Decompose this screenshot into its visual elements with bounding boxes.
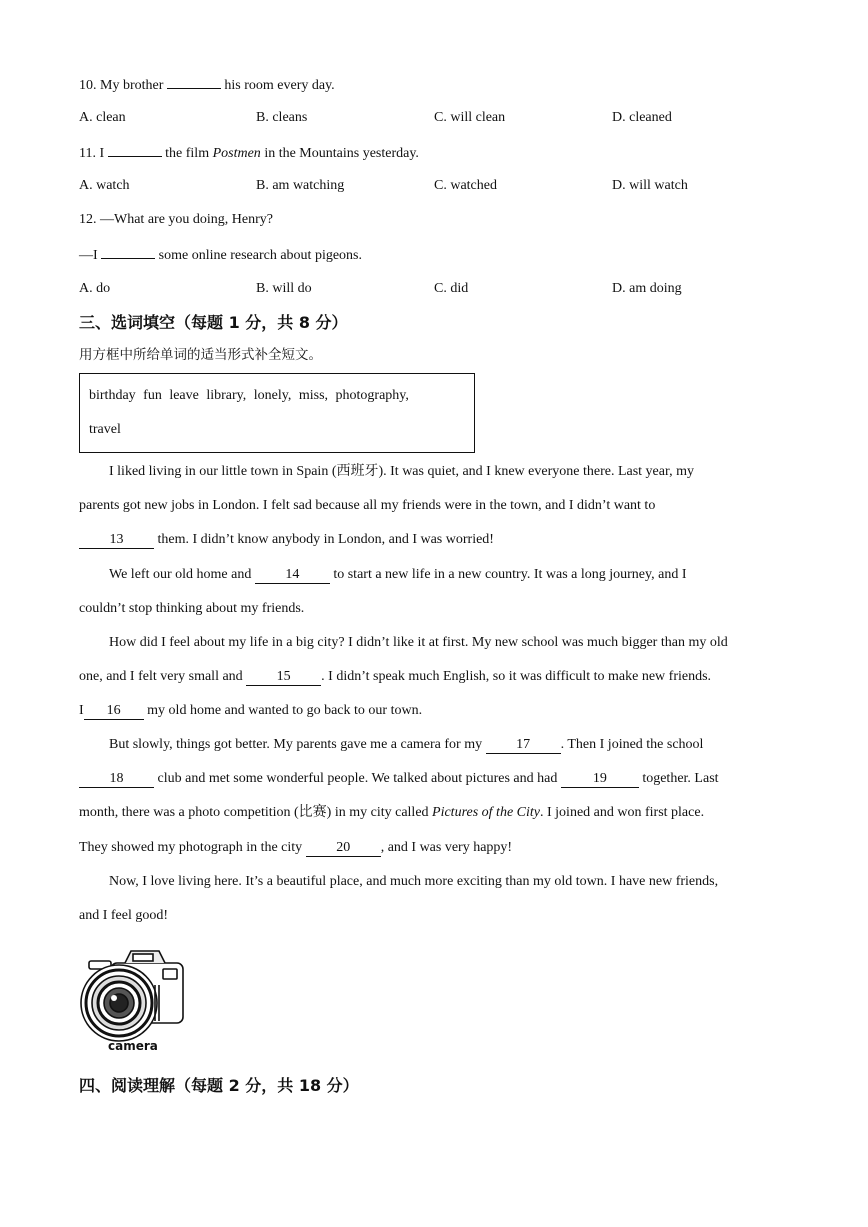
q12-option-c[interactable]: C. did [434, 281, 469, 296]
passage-text: . I didn’t speak much English, so it was difficult to make new friends. [321, 669, 712, 684]
passage-line [79, 565, 686, 585]
passage-line: I liked living in our little town in Spain (西班牙). It was quiet, and I knew everyone there. Last year, my [109, 464, 694, 479]
q10-option-b[interactable]: B. cleans [256, 110, 308, 125]
passage-line [79, 667, 711, 687]
passage-text: . Then I joined the school [560, 737, 704, 752]
camera-caption: camera [108, 1039, 158, 1053]
passage-text: club and met some wonderful people. We talked about pictures and had [157, 771, 558, 786]
passage-line: How did I feel about my life in a big city? I didn’t like it at first. My new school was much bigger than my old [109, 635, 728, 650]
passage-text: . I joined and won first place. [540, 805, 705, 820]
passage-text: We left our old home and [109, 567, 252, 582]
passage-line [79, 803, 704, 823]
passage-text: They showed my photograph in the city [79, 840, 303, 855]
competition-title: Pictures of the City [432, 805, 540, 820]
passage-line: Now, I love living here. It’s a beautiful place, and much more exciting than my old town. I have new friends, [109, 874, 719, 889]
blank-19[interactable]: 19 [561, 771, 639, 788]
passage-line: couldn’t stop thinking about my friends. [79, 601, 305, 616]
q12-text-pre: —I [79, 248, 98, 263]
q10-option-d[interactable]: D. cleaned [612, 110, 672, 125]
section-3-instruction: 用方框中所给单词的适当形式补全短文。 [79, 347, 322, 363]
q12-blank[interactable] [101, 244, 155, 259]
word-box-line2: travel [89, 422, 121, 437]
passage-text: But slowly, things got better. My parents gave me a camera for my [109, 737, 483, 752]
passage-text: to start a new life in a new country. It was a long journey, and I [333, 567, 687, 582]
q11-option-c[interactable]: C. watched [434, 178, 497, 193]
question-10 [79, 74, 335, 96]
q12-option-b[interactable]: B. will do [256, 281, 312, 296]
q12-text-post: some online research about pigeons. [158, 248, 362, 263]
q11-text-post: in the Mountains yesterday. [264, 146, 419, 161]
passage-line: and I feel good! [79, 908, 169, 923]
passage-line [79, 769, 719, 789]
blank-20[interactable]: 20 [306, 840, 381, 857]
q11-text-mid: the film [165, 146, 210, 161]
blank-17[interactable]: 17 [486, 737, 561, 754]
passage-text: my old home and wanted to go back to our town. [147, 703, 423, 718]
q12-option-d[interactable]: D. am doing [612, 281, 682, 296]
blank-15[interactable]: 15 [246, 669, 321, 686]
blank-16[interactable]: 16 [84, 703, 144, 720]
word-box-line1: birthday fun leave library, lonely, miss, photography, [89, 388, 409, 403]
q10-blank[interactable] [167, 74, 221, 89]
question-11 [79, 142, 419, 164]
passage-line [79, 530, 494, 550]
passage-text: I [79, 703, 84, 718]
q12-option-a[interactable]: A. do [79, 281, 111, 296]
blank-18[interactable]: 18 [79, 771, 154, 788]
passage-line [79, 701, 422, 721]
question-12-line2 [79, 244, 362, 266]
passage-line [79, 838, 512, 858]
passage-line [79, 735, 703, 755]
passage-text: , and I was very happy! [380, 840, 513, 855]
q10-text-pre: 10. My brother [79, 78, 164, 93]
passage-text: together. Last [642, 771, 719, 786]
question-12-line1: 12. —What are you doing, Henry? [79, 212, 273, 227]
q11-option-d[interactable]: D. will watch [612, 178, 688, 193]
blank-14[interactable]: 14 [255, 567, 330, 584]
q11-option-a[interactable]: A. watch [79, 178, 130, 193]
section-3-heading: 三、选词填空（每题 1 分，共 8 分） [79, 313, 348, 332]
q11-option-b[interactable]: B. am watching [256, 178, 345, 193]
passage-text: them. I didn’t know anybody in London, and I was worried! [157, 532, 494, 547]
q11-text-pre: 11. I [79, 146, 105, 161]
word-box [79, 373, 475, 453]
passage-text: one, and I felt very small and [79, 669, 243, 684]
q10-text-post: his room every day. [224, 78, 335, 93]
passage-text: month, there was a photo competition (比赛) in my city called [79, 805, 429, 820]
passage-line: parents got new jobs in London. I felt sad because all my friends were in the town, and I didn’t want to [79, 498, 656, 513]
q10-option-a[interactable]: A. clean [79, 110, 126, 125]
q11-film-title: Postmen [212, 146, 261, 161]
section-4-heading: 四、阅读理解（每题 2 分，共 18 分） [79, 1076, 359, 1095]
blank-13[interactable]: 13 [79, 532, 154, 549]
q10-option-c[interactable]: C. will clean [434, 110, 506, 125]
q11-blank[interactable] [108, 142, 162, 157]
